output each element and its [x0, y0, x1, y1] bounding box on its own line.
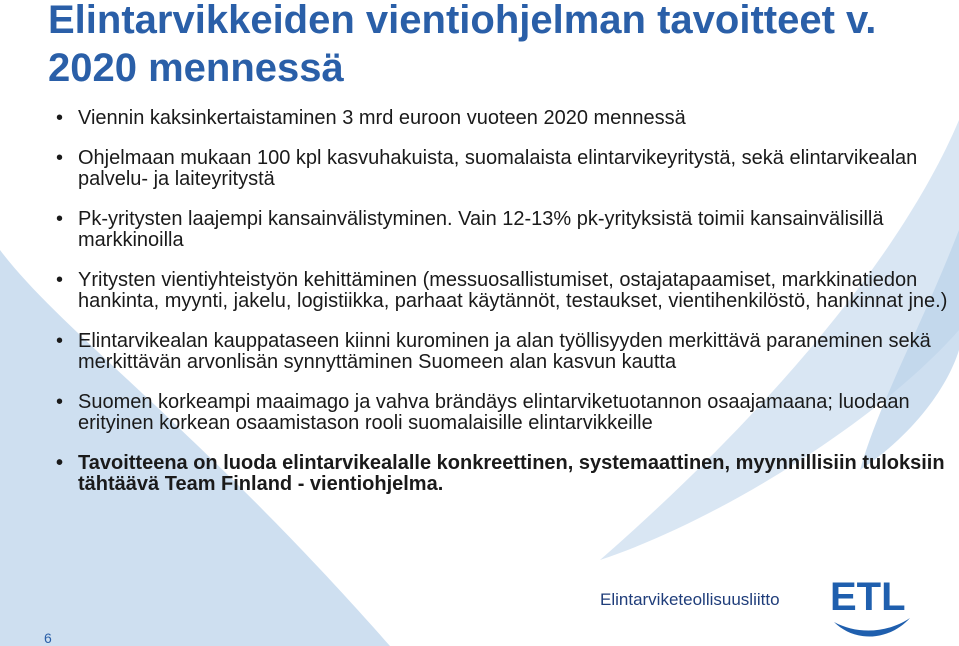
- list-item: [56, 453, 952, 495]
- bullet-dot: •: [56, 208, 64, 230]
- list-item: [56, 270, 952, 312]
- list-item: [56, 209, 952, 251]
- etl-logo-icon: [826, 572, 916, 642]
- footer-organization-name: Elintarviketeollisuusliitto: [600, 590, 780, 609]
- page-title: Elintarvikkeiden vientiohjelman tavoitteet v. 2020 mennessä: [48, 0, 877, 90]
- bullet-dot: •: [56, 269, 64, 291]
- bullet-list: [56, 108, 952, 514]
- bullet-text: Elintarvikealan kauppataseen kiinni kurominen ja alan työllisyyden merkittävä paraneminen sekä merkittävän arvonlisän synnyttäminen Suomeen alan kasvun kautta: [78, 330, 931, 373]
- list-item: [56, 108, 952, 129]
- bullet-text: Suomen korkeampi maaimago ja vahva brändäys elintarviketuotannon osaajamaana; luodaan erityinen korkean osaamistason rooli suomalaisille elintarvikkeille: [78, 391, 910, 434]
- bullet-dot: •: [56, 147, 64, 169]
- bullet-dot: •: [56, 330, 64, 352]
- bullet-dot: •: [56, 391, 64, 413]
- bullet-text: Tavoitteena on luoda elintarvikealalle konkreettinen, systemaattinen, myynnillisiin tuloksiin tähtäävä Team Finland - vientiohjelma.: [78, 452, 945, 495]
- logo-text: ETL: [830, 575, 906, 619]
- logo-swoosh: [834, 618, 910, 637]
- bullet-dot: •: [56, 107, 64, 129]
- list-item: [56, 392, 952, 434]
- list-item: [56, 148, 952, 190]
- bullet-text: Viennin kaksinkertaistaminen 3 mrd euroon vuoteen 2020 mennessä: [78, 107, 686, 129]
- bullet-text: Pk-yritysten laajempi kansainvälistyminen. Vain 12-13% pk-yrityksistä toimii kansainvälisillä markkinoilla: [78, 208, 884, 251]
- list-item: [56, 331, 952, 373]
- bullet-dot: •: [56, 452, 64, 474]
- bullet-text: Ohjelmaan mukaan 100 kpl kasvuhakuista, suomalaista elintarvikeyritystä, sekä elintarvikealan palvelu- ja laiteyritystä: [78, 147, 918, 190]
- bullet-text: Yritysten vientiyhteistyön kehittäminen (messuosallistumiset, ostajatapaamiset, markkinatiedon hankinta, myynti, jakelu, logistiikka, parhaat käytännöt, testaukset, vientihenkilöstö, hankinnat jne.): [78, 269, 948, 312]
- page-number: 6: [44, 630, 52, 646]
